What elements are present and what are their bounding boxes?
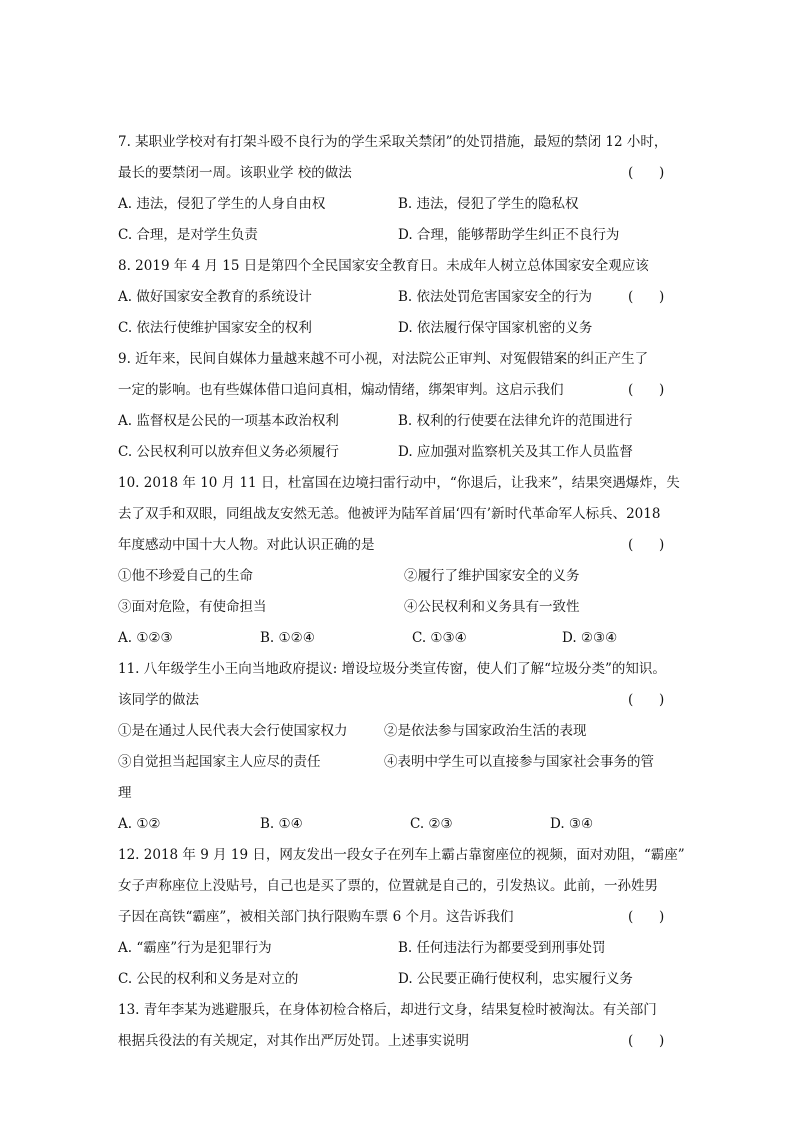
- q13-answer-bracket: ( ): [628, 1033, 665, 1049]
- q11-item-3: ③自觉担当起国家主人应尽的责任: [118, 754, 321, 770]
- q13-stem-line1: 13. 青年李某为逃避服兵，在身体初检合格后，却进行文身，结果复检时被淘汰。有关部门: [118, 1002, 657, 1018]
- q8-option-c: C. 依法行使维护国家安全的权利: [118, 320, 312, 336]
- q7-option-b: B. 违法，侵犯了学生的隐私权: [398, 196, 579, 212]
- q12-stem-line2: 女子声称座位上没贴号，自己也是买了票的，位置就是自己的，引发热议。此前，一孙姓男: [118, 878, 658, 894]
- q10-stem-line2: 去了双手和双眼，同组战友安然无恙。他被评为陆军首届‘四有’新时代革命军人标兵、2018: [118, 506, 661, 522]
- q7-answer-bracket: ( ): [628, 165, 665, 181]
- q13-stem-line2: 根据兵役法的有关规定，对其作出严厉处罚。上述事实说明: [118, 1033, 469, 1049]
- q12-answer-bracket: ( ): [628, 909, 665, 925]
- q8-answer-bracket: ( ): [628, 289, 665, 305]
- q7-stem-line2: 最长的要禁闭一周。该职业学 校的做法: [118, 165, 352, 181]
- q8-option-d: D. 依法履行保守国家机密的义务: [398, 320, 593, 336]
- q12-option-b: B. 任何违法行为都要受到刑事处罚: [398, 940, 606, 956]
- q10-item-1: ①他不珍爱自己的生命: [118, 568, 253, 584]
- q9-option-d: D. 应加强对监察机关及其工作人员监督: [398, 444, 633, 460]
- q11-option-d: D. ③④: [550, 816, 594, 832]
- q9-option-b: B. 权利的行使要在法律允许的范围进行: [398, 413, 633, 429]
- q9-option-a: A. 监督权是公民的一项基本政治权利: [118, 413, 339, 429]
- q11-item-4-continued: 理: [118, 785, 132, 801]
- q11-stem-line1: 11. 八年级学生小王向当地政府提议: 增设垃圾分类宣传窗，使人们了解“垃圾分类”的知识。: [118, 661, 666, 677]
- q8-stem-line1: 8. 2019 年 4 月 15 日是第四个全民国家安全教育日。未成年人树立总体国家安全观应该: [118, 258, 649, 274]
- q7-option-c: C. 合理，是对学生负责: [118, 227, 258, 243]
- q12-stem-line1: 12. 2018 年 9 月 19 日，网友发出一段女子在列车上霸占靠窗座位的视频，面对劝阻，“霸座”: [118, 847, 685, 863]
- q11-answer-bracket: ( ): [628, 692, 665, 708]
- q7-stem-line1: 7. 某职业学校对有打架斗殴不良行为的学生采取关禁闭”的处罚措施，最短的禁闭 12 小时，: [118, 134, 668, 150]
- q10-answer-bracket: ( ): [628, 537, 665, 553]
- q11-stem-line2: 该同学的做法: [118, 692, 199, 708]
- q8-option-b: B. 依法处罚危害国家安全的行为: [398, 289, 593, 305]
- q11-option-c: C. ②③: [410, 816, 453, 832]
- q10-option-b: B. ①②④: [260, 630, 315, 646]
- q11-item-1: ①是在通过人民代表大会行使国家权力: [118, 723, 348, 739]
- q7-option-a: A. 违法，侵犯了学生的人身自由权: [118, 196, 326, 212]
- q10-option-c: C. ①③④: [412, 630, 467, 646]
- q12-option-c: C. 公民的权利和义务是对立的: [118, 971, 299, 987]
- q10-option-d: D. ②③④: [562, 630, 618, 646]
- q10-stem-line1: 10. 2018 年 10 月 11 日，杜富国在边境扫雷行动中，“你退后，让我来”，结果突遇爆炸，失: [118, 475, 680, 491]
- q10-item-3: ③面对危险，有使命担当: [118, 599, 267, 615]
- q9-answer-bracket: ( ): [628, 382, 665, 398]
- q12-stem-line3: 子因在高铁“霸座”，被相关部门执行限购车票 6 个月。这告诉我们: [118, 909, 514, 925]
- q9-option-c: C. 公民权利可以放弃但义务必须履行: [118, 444, 339, 460]
- q7-option-d: D. 合理，能够帮助学生纠正不良行为: [398, 227, 620, 243]
- q12-option-a: A. “霸座”行为是犯罪行为: [118, 940, 272, 956]
- q11-option-a: A. ①②: [118, 816, 161, 832]
- q11-option-b: B. ①④: [260, 816, 303, 832]
- q10-item-2: ②履行了维护国家安全的义务: [404, 568, 580, 584]
- q8-option-a: A. 做好国家安全教育的系统设计: [118, 289, 312, 305]
- q11-item-2: ②是依法参与国家政治生活的表现: [384, 723, 587, 739]
- q9-stem-line2: 一定的影响。也有些媒体借口追问真相，煽动情绪，绑架审判。这启示我们: [118, 382, 564, 398]
- q10-stem-line3: 年度感动中国十大人物。对此认识正确的是: [118, 537, 375, 553]
- q10-option-a: A. ①②③: [118, 630, 173, 646]
- q9-stem-line1: 9. 近年来，民间自媒体力量越来越不可小视，对法院公正审判、对冤假错案的纠正产生了: [118, 351, 649, 367]
- q10-item-4: ④公民权利和义务具有一致性: [404, 599, 580, 615]
- q11-item-4: ④表明中学生可以直接参与国家社会事务的管: [384, 754, 654, 770]
- q12-option-d: D. 公民要正确行使权利，忠实履行义务: [398, 971, 633, 987]
